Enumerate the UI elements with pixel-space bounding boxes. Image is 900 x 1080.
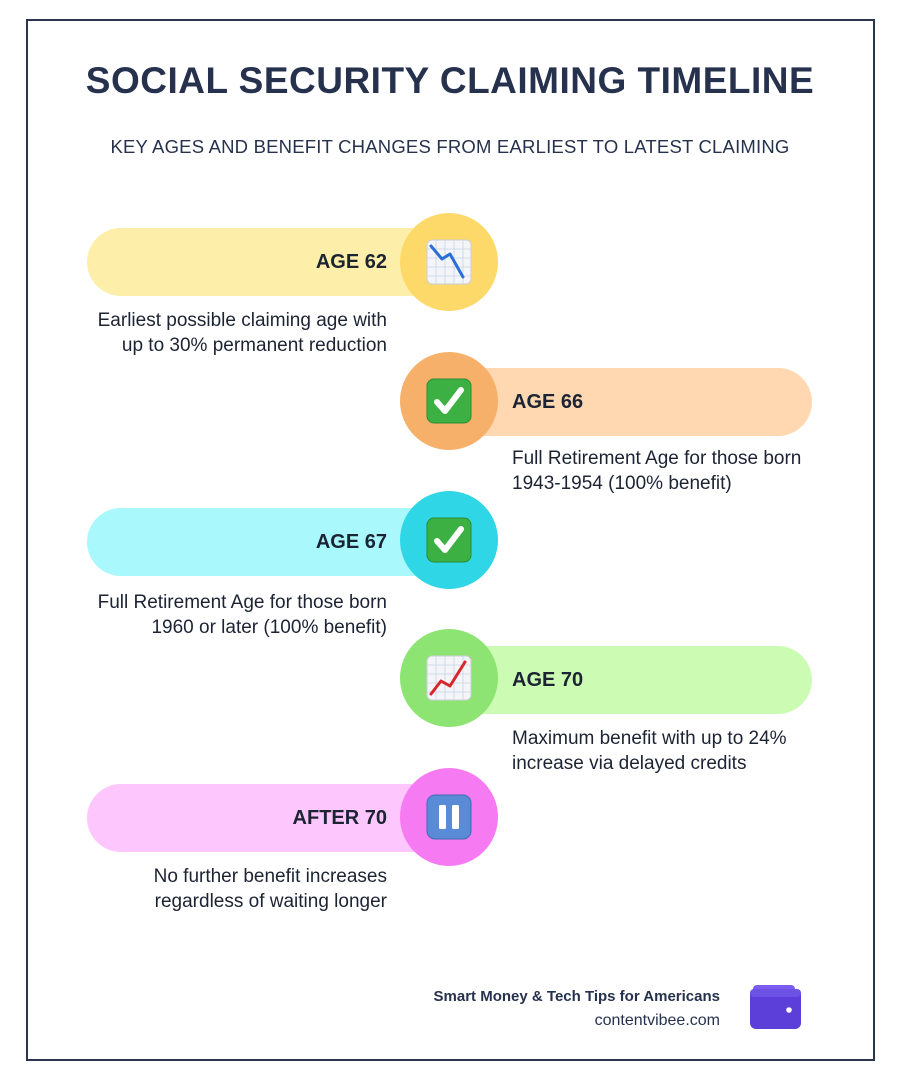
milestone-label: AGE 62	[315, 250, 387, 273]
milestone-description-age-70: Maximum benefit with up to 24% increase via delayed credits	[512, 728, 787, 774]
milestone-label: AGE 70	[512, 668, 584, 691]
milestone-label: AGE 67	[315, 530, 387, 553]
page-title: SOCIAL SECURITY CLAIMING TIMELINE	[85, 60, 815, 101]
chart-increasing-icon	[424, 653, 474, 703]
footer-url-link[interactable]: contentvibee.com	[594, 1012, 720, 1029]
check-mark-icon	[424, 376, 474, 426]
milestone-description-age-62: Earliest possible claiming age with up to 30% permanent reduction	[97, 310, 387, 356]
page-subtitle: KEY AGES AND BENEFIT CHANGES FROM EARLIEST TO LATEST CLAIMING	[110, 136, 790, 157]
milestone-badge-age-66	[400, 352, 498, 450]
footer-brand: Smart Money & Tech Tips for Americans	[433, 988, 720, 1005]
wallet-icon	[749, 983, 802, 1031]
milestone-badge-after-70	[400, 768, 498, 866]
milestone-description-age-67: Full Retirement Age for those born 1960 or later (100% benefit)	[97, 592, 387, 638]
milestone-badge-age-62	[400, 213, 498, 311]
pause-icon	[424, 792, 474, 842]
milestone-label: AFTER 70	[292, 806, 387, 829]
milestone-pill-age-66	[450, 368, 812, 436]
milestone-pill-age-67	[87, 508, 447, 576]
chart-decreasing-icon	[424, 237, 474, 287]
milestone-badge-age-67	[400, 491, 498, 589]
milestone-pill-age-70	[450, 646, 812, 714]
milestone-pill-age-62	[87, 228, 447, 296]
milestone-description-age-66: Full Retirement Age for those born 1943-1954 (100% benefit)	[512, 448, 802, 494]
check-mark-icon	[424, 515, 474, 565]
milestone-label: AGE 66	[512, 390, 584, 413]
milestone-pill-after-70	[87, 784, 447, 852]
milestone-description-after-70: No further benefit increases regardless of waiting longer	[153, 866, 387, 912]
milestone-badge-age-70	[400, 629, 498, 727]
